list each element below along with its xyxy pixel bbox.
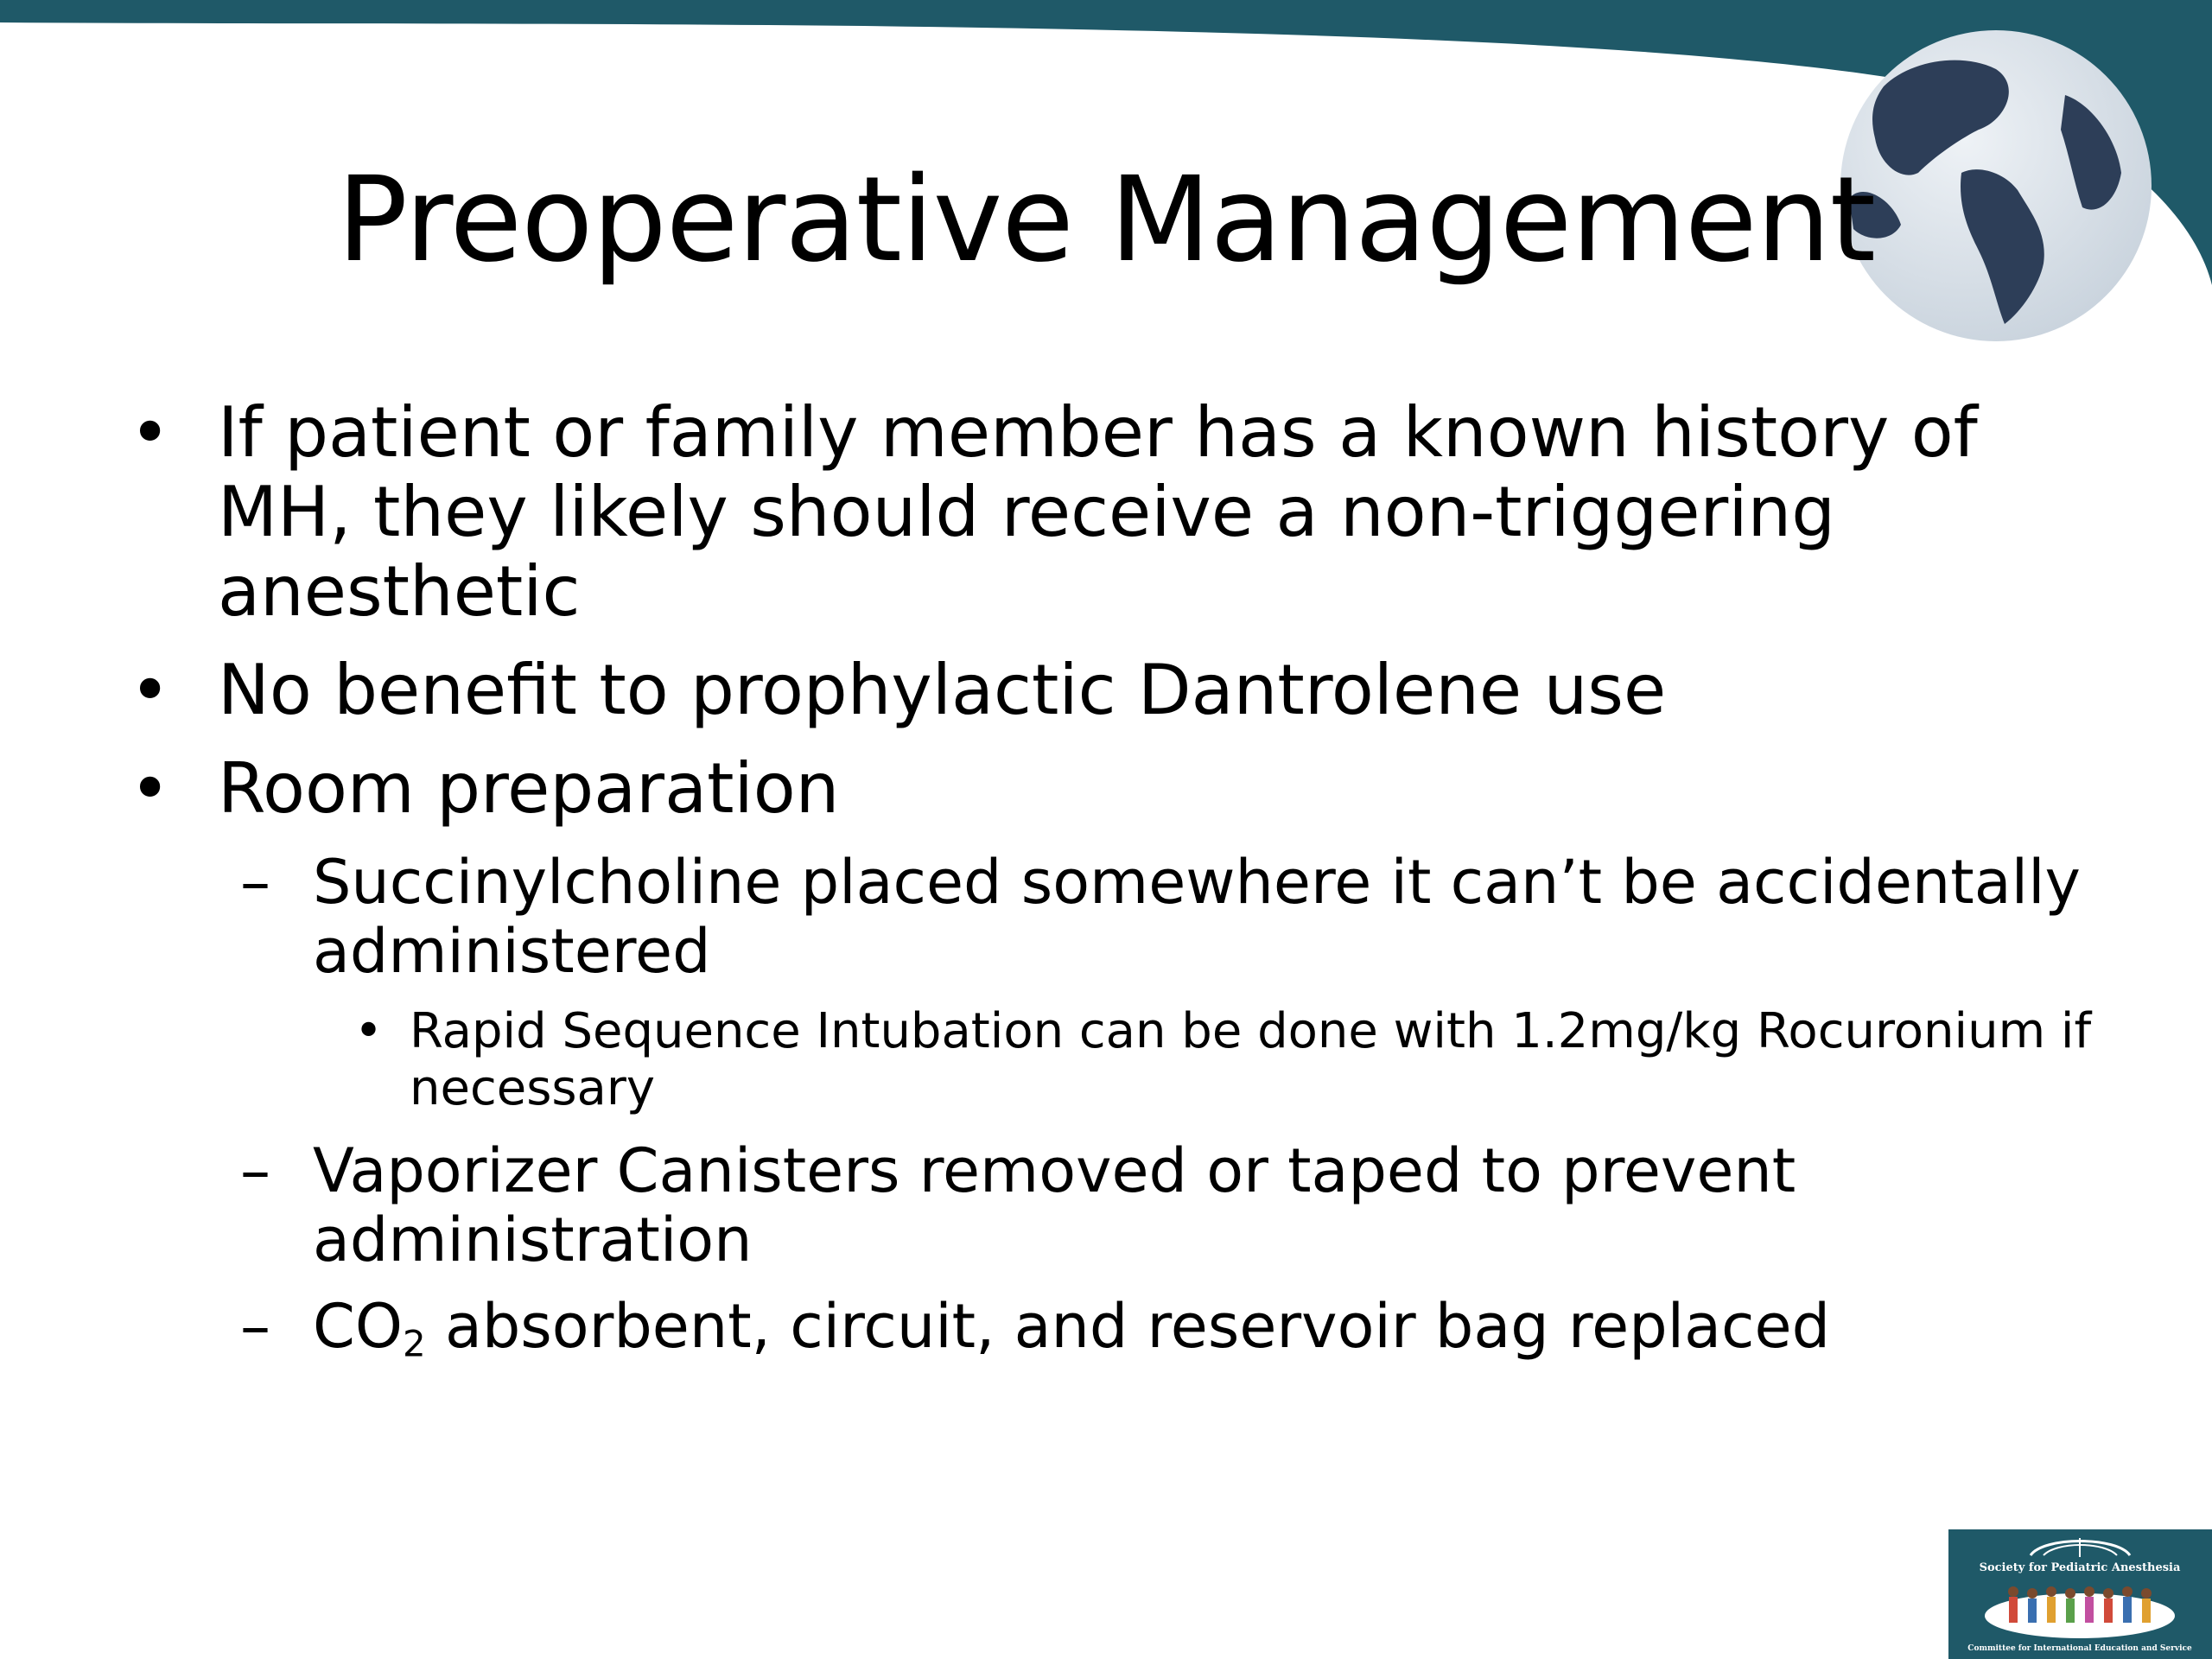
sub-bullet-text: Succinylcholine placed somewhere it can’t be accidentally administered bbox=[313, 847, 2081, 987]
bullet-icon: • bbox=[130, 748, 171, 829]
bullet-icon: • bbox=[130, 650, 171, 730]
bullet-icon: • bbox=[130, 392, 171, 473]
bullet-item bbox=[121, 749, 2108, 829]
sub-bullet-item bbox=[121, 1291, 2108, 1365]
co2-subscript: 2 bbox=[402, 1322, 426, 1365]
sub-bullet-item bbox=[121, 848, 2108, 986]
logo-bottom-text: Committee for International Education and Service bbox=[1967, 1644, 2192, 1653]
bullet-item bbox=[121, 651, 2108, 730]
dash-icon: – bbox=[240, 1135, 270, 1206]
bullet-text: No benefit to prophylactic Dantrolene use bbox=[218, 650, 1667, 730]
co2-prefix: CO bbox=[313, 1291, 403, 1362]
dash-icon: – bbox=[240, 1291, 270, 1362]
bullet-icon: • bbox=[354, 1003, 384, 1059]
sub-bullet-text: Vaporizer Canisters removed or taped to prevent administration bbox=[313, 1135, 1796, 1275]
bullet-text: If patient or family member has a known history of MH, they likely should receive a non-triggering anesthetic bbox=[218, 392, 1978, 632]
sub-sub-bullet-text: Rapid Sequence Intubation can be done with 1.2mg/kg Rocuronium if necessary bbox=[410, 1003, 2092, 1116]
co2-suffix: absorbent, circuit, and reservoir bag replaced bbox=[425, 1291, 1830, 1362]
dash-icon: – bbox=[240, 847, 270, 918]
slide-title: Preoperative Management bbox=[336, 152, 1876, 289]
logo-top-text: Society for Pediatric Anesthesia bbox=[1979, 1561, 2181, 1574]
society-logo bbox=[1948, 1529, 2212, 1659]
sub-sub-bullet-item bbox=[121, 1003, 2108, 1117]
co2-text bbox=[313, 1291, 1830, 1365]
sub-bullet-item bbox=[121, 1136, 2108, 1274]
bullet-item bbox=[121, 393, 2108, 632]
slide-body bbox=[121, 393, 2108, 1378]
bullet-text: Room preparation bbox=[218, 748, 840, 829]
globe-and-children-icon bbox=[1948, 1529, 2212, 1659]
